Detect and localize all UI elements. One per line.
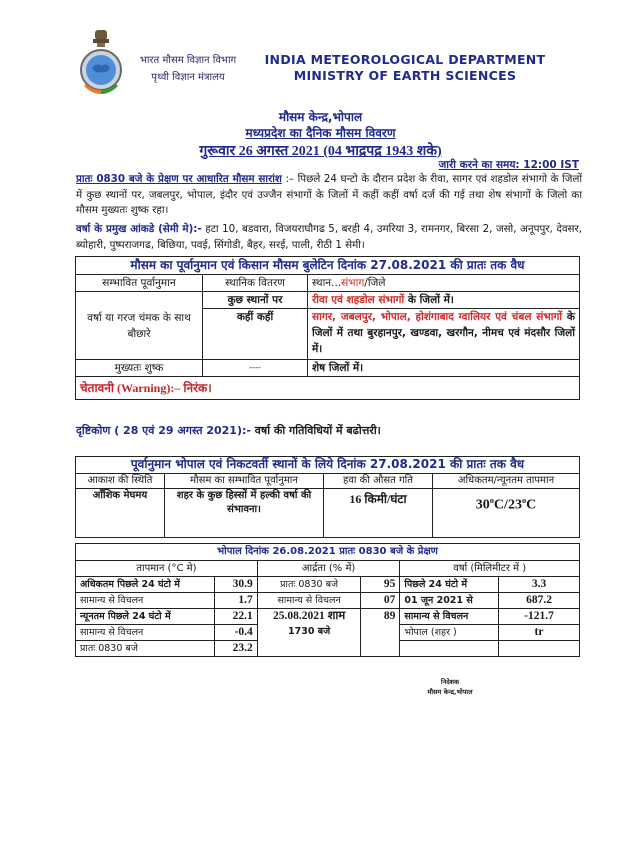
org-name-english: [255, 52, 555, 84]
col-header-place-suffix: /जिले: [364, 277, 386, 289]
org-name-hindi: [128, 52, 248, 86]
humidity-label-line2: 1730 बजे: [287, 626, 331, 637]
forecast-text: शहर के कुछ हिस्सों में हल्की वर्षा की संभावना।: [165, 489, 324, 538]
rain-value: 3.3: [499, 577, 580, 593]
signature-title: निदेशक: [440, 678, 460, 686]
outlook: [76, 423, 381, 438]
table-row: [76, 593, 580, 609]
temp-label: सामान्य से विचलन: [76, 625, 215, 641]
table-row: [76, 292, 580, 309]
header-temperature: अधिकतम/न्यूनतम तापमान: [433, 474, 580, 489]
rain-value: -121.7: [499, 609, 580, 625]
lion-capital-icon: [93, 30, 109, 47]
humidity-value: 89: [361, 609, 400, 657]
col-header-expected-forecast: सम्भावित पूर्वानुमान: [76, 275, 203, 292]
signature-office: मौसम केन्द्र,भोपाल: [427, 688, 473, 696]
rain-label: भोपाल (शहर ): [400, 625, 499, 641]
temp-value: 1.7: [214, 593, 257, 609]
bhopal-forecast-table: [75, 456, 580, 538]
dry-place: शेष जिलों में।: [308, 360, 580, 377]
humidity-value: 07: [361, 593, 400, 609]
col-header-place-prefix: स्थान...: [312, 277, 342, 289]
humidity-value: 95: [361, 577, 400, 593]
rain-header: वर्षा (मिलिमीटर में ): [400, 561, 580, 577]
place-black: के जिलों में।: [404, 294, 454, 306]
outlook-label: दृष्टिकोण ( 28 एवं 29 अगस्त 2021):-: [76, 424, 251, 437]
place: [308, 309, 580, 360]
rain-label: पिछले 24 घंटो में: [400, 577, 499, 593]
header-forecast: मौसम का सम्भावित पूर्वानुमान: [165, 474, 324, 489]
org-english-line2: MINISTRY OF EARTH SCIENCES: [293, 68, 517, 83]
observations-table: [75, 543, 580, 657]
place-black: के जिलों में तथा बुरहानपुर, खण्डवा, खरगौन, नीमच एवं मंदसौर जिलों में।: [312, 311, 575, 355]
place: [308, 292, 580, 309]
place-red: सागर, जबलपुर, भोपाल, होशंगाबाद ग्वालियर एवं चंबल संभागों: [312, 311, 563, 323]
temperature-range: 30$^o$C/23$^o$C: [433, 489, 580, 538]
col-header-place: [308, 275, 580, 292]
humidity-label: प्रातः 0830 बजे: [257, 577, 361, 593]
wind-speed: 16 किमी/घंटा: [324, 489, 433, 538]
warning-text: चेतावनी (Warning):– निरंक।: [76, 377, 580, 400]
table-row: [76, 577, 580, 593]
org-hindi-line2: पृथ्वी विज्ञान मंत्रालय: [151, 72, 225, 83]
place-red: रीवा एवं शहडोल संभागों: [312, 294, 405, 306]
rain-label: 01 जून 2021 से: [400, 593, 499, 609]
report-title: [0, 124, 641, 141]
min-temp: 23: [507, 497, 522, 513]
issue-time: जारी करने का समय: 12:00 IST: [438, 159, 579, 171]
bhopal-forecast-title: पूर्वानुमान भोपाल एवं निकटवर्ती स्थानों के लिये दिनांक 27.08.2021 की प्रातः तक वैध: [76, 457, 580, 474]
temp-value: 22.1: [214, 609, 257, 625]
signature: [395, 677, 505, 697]
header-sky: आकाश की स्थिति: [76, 474, 165, 489]
distribution: कहीं कहीं: [203, 309, 308, 360]
max-temp: 30: [475, 497, 490, 513]
temp-unit: C: [493, 497, 505, 513]
rain-category: वर्षा या गरज चंमक के साथ बौछारे: [76, 292, 203, 360]
temp-value: 30.9: [214, 577, 257, 593]
temp-label: अधिकतम पिछले 24 घंटो में: [76, 577, 215, 593]
dry-category: मुख्यतः शुष्क: [76, 360, 203, 377]
rainfall-text: हटा 10, बडवारा, विजयराघौगढ 5, बरही 4, उमरिया 3, रामनगर, बिरसा 2, जसो, अनूपपुर, देवसर, ब्योहारी, पुष्पराजगढ, बिछिया, पवई, सिंगोडी, बैहर, सरई, पाली, रीठी 1 सेमी।: [76, 223, 582, 251]
col-header-spatial-distribution: स्थानिक वितरण: [203, 275, 308, 292]
summary-lead: प्रातः 0830 बजे के प्रेक्षण पर आधारित मौसम सारांश: [76, 173, 282, 185]
forecast-table-title: मौसम का पूर्वानुमान एवं किसान मौसम बुलेटिन दिनांक 27.08.2021 की प्रातः तक वैध: [76, 257, 580, 275]
table-row: [76, 360, 580, 377]
report-date-text: गुरूवार 26 अगस्त 2021 (04 भाद्रपद्र 1943 शके): [199, 144, 442, 159]
humidity-label: [257, 609, 361, 657]
report-title-text: मध्यप्रदेश का दैनिक मौसम विवरण: [245, 126, 396, 140]
header-wind: हवा की औसत गति: [324, 474, 433, 489]
imd-emblem-logo: [76, 28, 126, 98]
rain-value: tr: [499, 625, 580, 641]
outlook-text: वर्षा की गतिविधियों में बढोत्तरी।: [250, 424, 381, 437]
temp-value: 23.2: [214, 641, 257, 657]
distribution: कुछ स्थानों पर: [203, 292, 308, 309]
temp-label: सामान्य से विचलन: [76, 593, 215, 609]
rain-label-empty: [400, 641, 499, 657]
humidity-label: सामान्य से विचलन: [257, 593, 361, 609]
org-english-line1: INDIA METEOROLOGICAL DEPARTMENT: [264, 52, 546, 67]
rainfall-lead: वर्षा के प्रमुख आंकडे (सेमी मे):-: [76, 223, 202, 235]
humidity-label-line1: 25.08.2021 शाम: [272, 610, 346, 622]
observations-title: भोपाल दिनांक 26.08.2021 प्रातः 0830 बजे के प्रेक्षण: [76, 544, 580, 561]
forecast-table: [75, 256, 580, 400]
org-hindi-line1: भारत मौसम विज्ञान विभाग: [139, 55, 237, 66]
weather-summary: [76, 172, 582, 219]
table-row: [76, 609, 580, 625]
center-name: मौसम केन्द्र,भोपाल: [278, 110, 363, 124]
temp-value: -0.4: [214, 625, 257, 641]
temp-header: तापमान (°C मे): [76, 561, 258, 577]
dry-distribution: ----: [203, 360, 308, 377]
temp-unit: C: [526, 497, 537, 513]
rain-label: सामान्य से विचलन: [400, 609, 499, 625]
rain-value: 687.2: [499, 593, 580, 609]
rainfall-summary: [76, 222, 582, 253]
rain-value-empty: [499, 641, 580, 657]
sky-condition: आँशिक मेघमय: [76, 489, 165, 538]
temp-label: प्रातः 0830 बजे: [76, 641, 215, 657]
humidity-header: आर्द्रता (% में): [257, 561, 400, 577]
temp-label: न्यूनतम पिछले 24 घंटो में: [76, 609, 215, 625]
col-header-place-division: संभाग: [341, 277, 365, 289]
summary-text: :– पिछले 24 घन्टो के दौरान प्रदेश के रीवा, सागर एवं शहडोल संभागो के जिलों में कुछ स्थानों पर, जबलपुर, भोपाल, इंदौर एवं उज्जैन संभागों के जिलों में कहीं कहीं वर्षा दर्ज की गई तथा शेष संभागों के जिलो का मौसम मुख्यतः शुष्क रहा।: [76, 173, 582, 216]
